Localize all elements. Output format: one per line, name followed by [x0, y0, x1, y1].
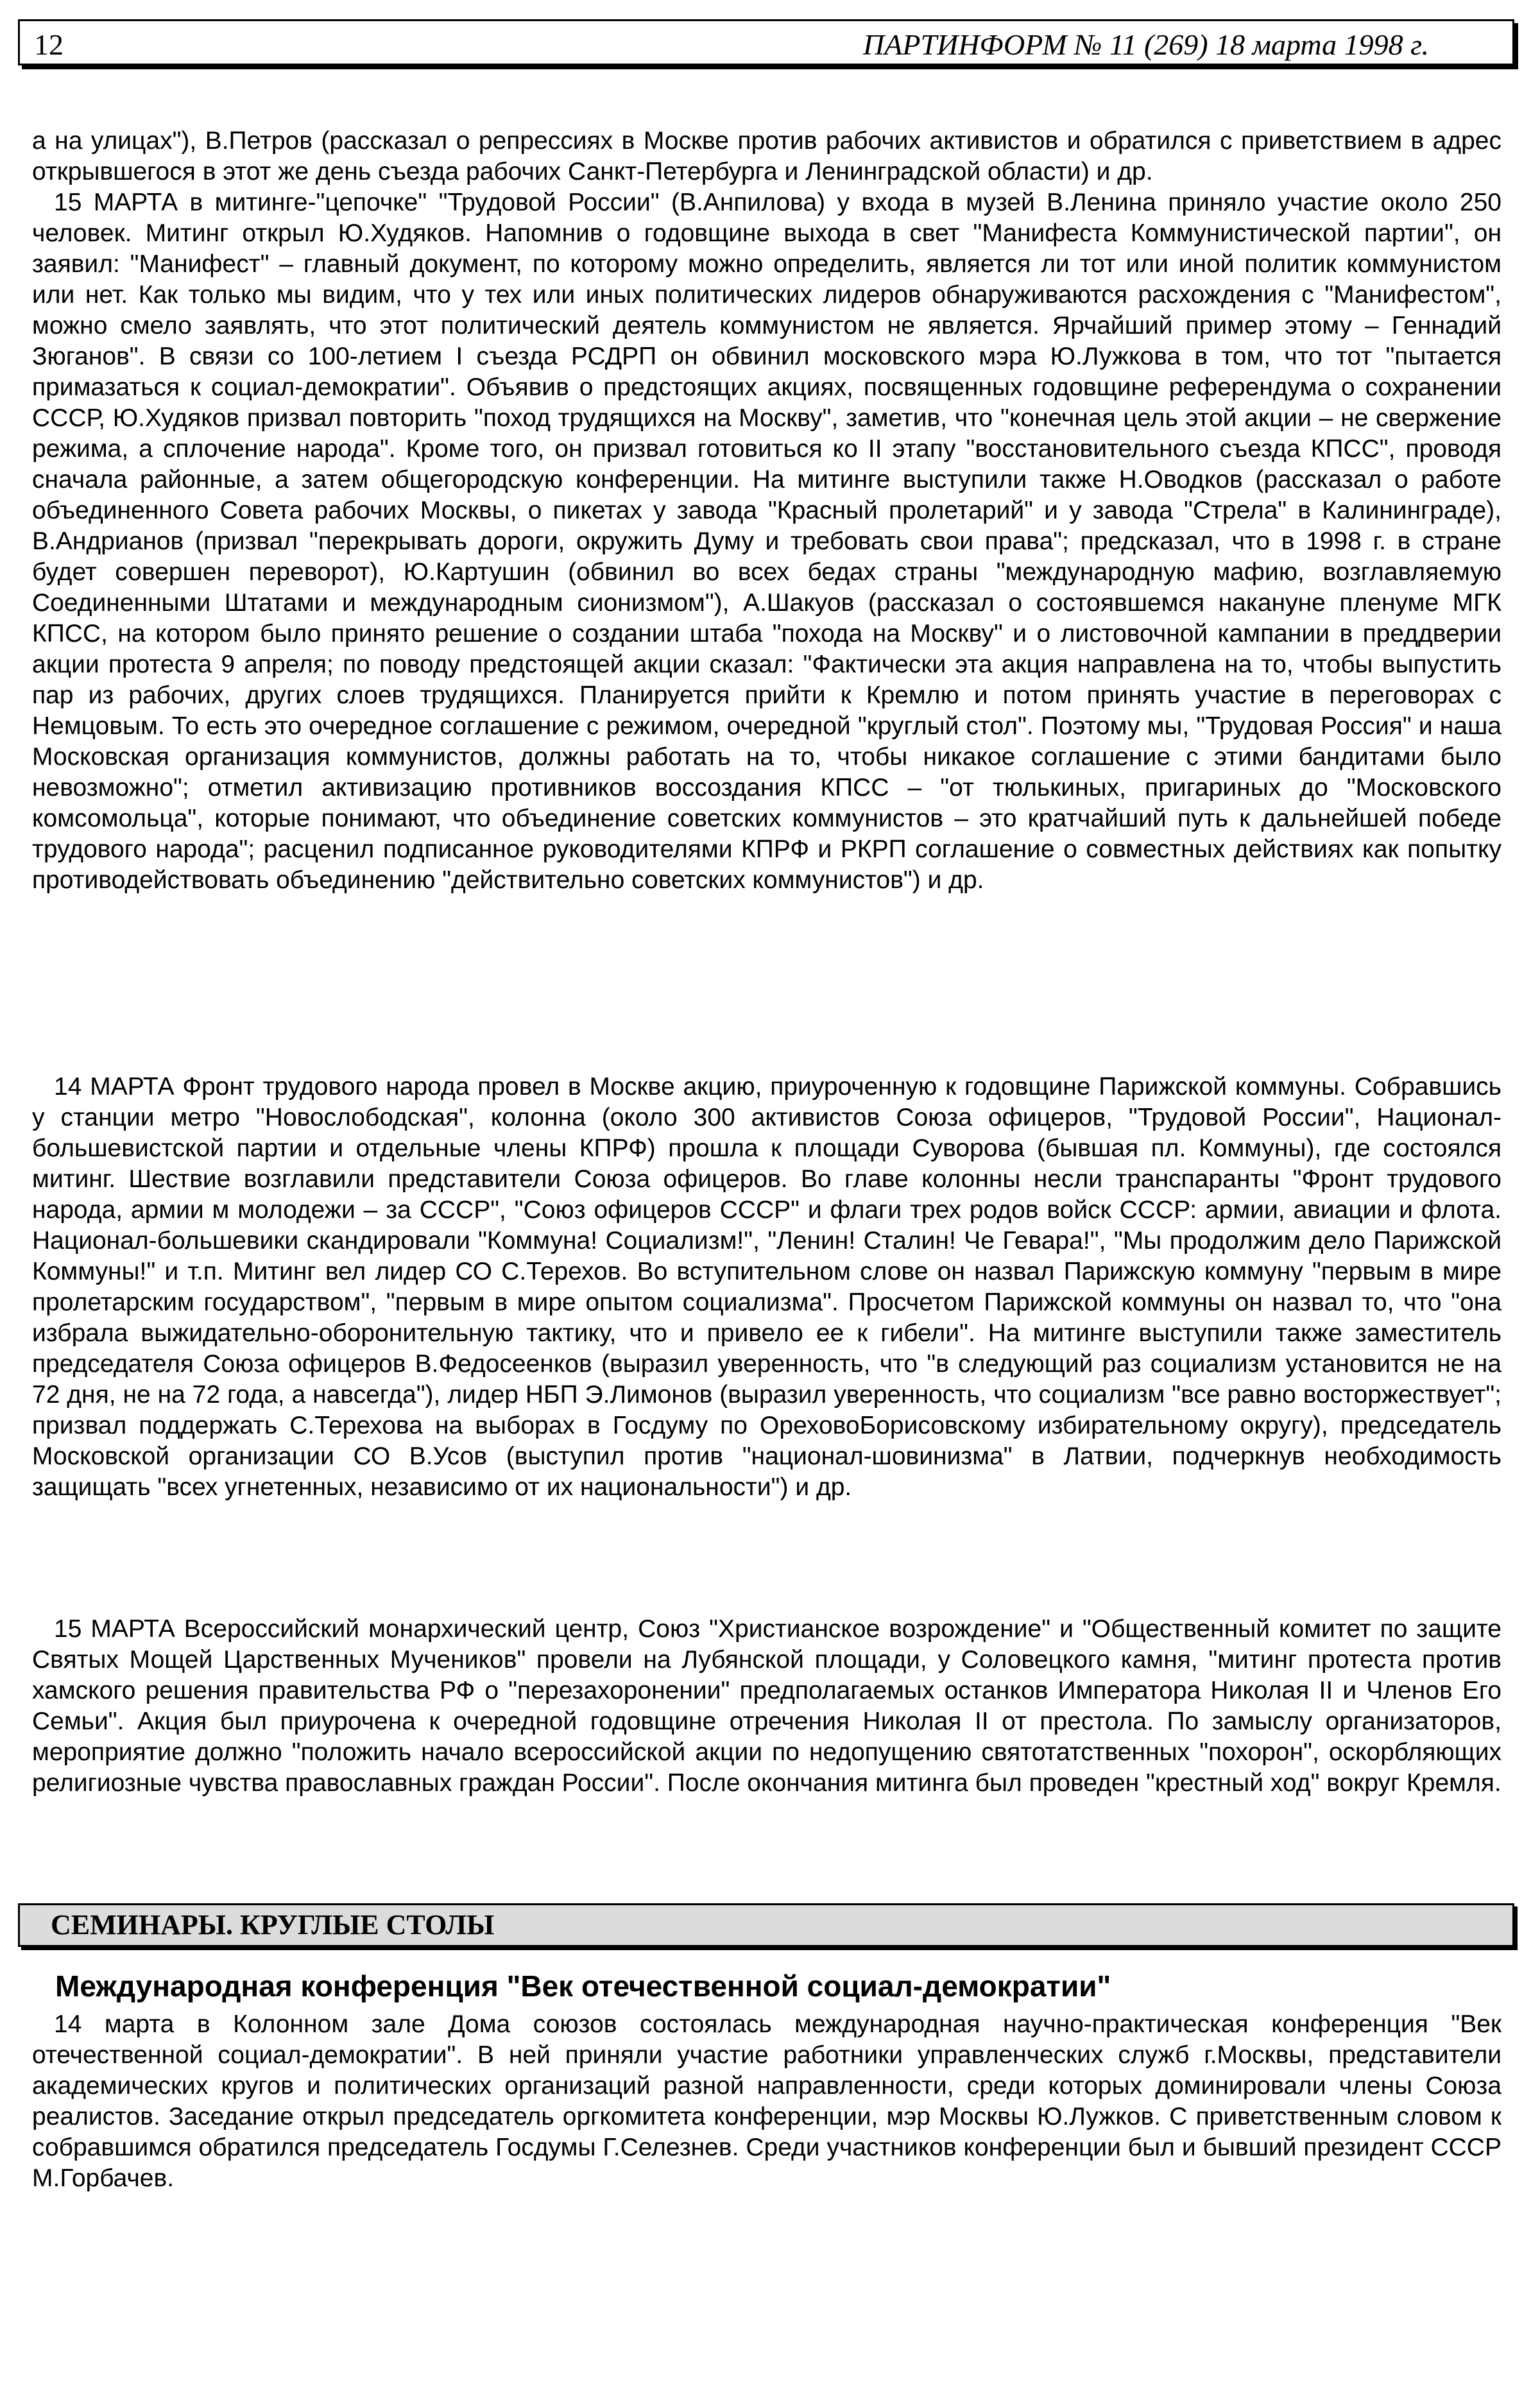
page-header [18, 19, 1514, 65]
paragraph: 15 МАРТА в митинге-"цепочке" "Трудовой России" (В.Анпилова) у входа в музей В.Ленина приняло участие около 250 человек. Митинг открыл Ю.Худяков. Напомнив о годовщине выхода в свет "Манифеста Коммунистической партии", он заявил: "Манифест" – главный документ, по которому можно определить, является ли тот или иной политик коммунистом или нет. Как только мы видим, что у тех или иных политических лидеров обнаруживаются расхождения с "Манифестом", можно смело заявлять, что этот политический деятель коммунистом не является. Ярчайший пример этому – Геннадий Зюганов". В связи со 100-летием I съезда РСДРП он обвинил московского мэра Ю.Лужкова в том, что тот "пытается примазаться к социал-демократии". Объявив о предстоящих акциях, посвященных годовщине референдума о сохранении СССР, Ю.Худяков призвал повторить "поход трудящихся на Москву", заметив, что "конечная цель этой акции – не свержение режима, а сплочение народа". Кроме того, он призвал готовиться ко II этапу "восстановительного съезда КПСС", проводя сначала районные, а затем общегородскую конференции. На митинге выступили также Н.Оводков (рассказал о работе объединенного Совета рабочих Москвы, о пикетах у завода "Красный пролетарий" и у завода "Стрела" в Калининграде), В.Андрианов (призвал "перекрывать дороги, окружить Думу и требовать свои права"; предсказал, что в 1998 г. в стране будет совершен переворот), Ю.Картушин (обвинил во всех бедах страны "международную мафию, возглавляемую Соединенными Штатами и международным сионизмом"), А.Шакуов (рассказал о состоявшемся накануне пленуме МГК КПСС, на котором было принято решение о создании штаба "похода на Москву" и о листовочной кампании в преддверии акции протеста 9 апреля; по поводу предстоящей акции сказал: "Фактически эта акция направлена на то, чтобы выпустить пар из рабочих, других слоев трудящихся. Планируется прийти к Кремлю и потом принять участие в переговорах с Немцовым. То есть это очередное соглашение с режимом, очередной "круглый стол". Поэтому мы, "Трудовая Россия" и наша Московская организация коммунистов, должны работать на то, чтобы никакое соглашение с этими бандитами было невозможно"; отметил активизацию противников воссоздания КПСС – "от тюлькиных, пригариных до "Московского комсомольца", которые понимают, что объединение советских коммунистов – это кратчайший путь к дальнейшей победе трудового народа"; расценил подписанное руководителями КПРФ и РКРП соглашение о совместных действиях как попытку противодействовать объединению "действительно советских коммунистов") и др. [32, 189, 1502, 894]
article-title: Международная конференция "Век отечественной социал-демократии" [55, 1969, 1111, 2003]
news-block-3 [32, 1614, 1502, 1799]
paragraph: 14 МАРТА Фронт трудового народа провел в Москве акцию, приуроченную к годовщине Парижской коммуны. Собравшись у станции метро "Новослободская", колонна (около 300 активистов Союза офицеров, "Трудовой России", Национал-большевистской партии и отдельные члены КПРФ) прошла к площади Суворова (бывшая пл. Коммуны), где состоялся митинг. Шествие возглавили представители Союза офицеров. Во главе колонны несли транспаранты "Фронт трудового народа, армии м молодежи – за СССР", "Союз офицеров СССР" и флаги трех родов войск СССР: армии, авиации и флота. Национал-большевики скандировали "Коммуна! Социализм!", "Ленин! Сталин! Че Гевара!", "Мы продолжим дело Парижской Коммуны!" и т.п. Митинг вел лидер СО С.Терехов. Во вступительном слове он назвал Парижскую коммуну "первым в мире пролетарским государством", "первым в мире опытом социализма". Просчетом Парижской коммуны он назвал то, что "она избрала выжидательно-оборонительную тактику, что и привело ее к гибели". На митинге выступили также заместитель председателя Союза офицеров В.Федосеенков (выразил уверенность, что "в следующий раз социализм установится не на 72 дня, не на 72 года, а навсегда"), лидер НБП Э.Лимонов (выразил уверенность, что социализм "все равно восторжествует"; призвал поддержать С.Терехова на выборах в Госдуму по ОреховоБорисовскому избирательному округу), председатель Московской организации СО В.Усов (выступил против "национал-шовинизма" в Латвии, подчеркнув необходимость защищать "всех угнетенных, независимо от их национальности") и др. [32, 1073, 1502, 1501]
paragraph: а на улицах"), В.Петров (рассказал о репрессиях в Москве против рабочих активистов и обратился с приветствием в адрес открывшегося в этот же день съезда рабочих Санкт-Петербурга и Ленинградской области) и др. [32, 127, 1502, 185]
news-block-1 [32, 126, 1502, 896]
page-number: 12 [34, 28, 64, 61]
issue-title: ПАРТИНФОРМ № 11 (269) 18 марта 1998 г. [863, 28, 1429, 61]
paragraph: 14 марта в Колонном зале Дома союзов состоялась международная научно-практическая конференция "Век отечественной социал-демократии". В ней приняли участие работники управленческих служб г.Москвы, представители академических кругов и политических организаций разной направленности, среди которых доминировали члены Союза реалистов. Заседание открыл председатель оргкомитета конференции, мэр Москвы Ю.Лужков. С приветственным словом к собравшимся обратился председатель Госдумы Г.Селезнев. Среди участников конференции был и бывший президент СССР М.Горбачев. [32, 2010, 1502, 2192]
section-heading: СЕМИНАРЫ. КРУГЛЫЕ СТОЛЫ [18, 1903, 1514, 1947]
news-block-2 [32, 1072, 1502, 1503]
paragraph: 15 МАРТА Всероссийский монархический центр, Союз "Христианское возрождение" и "Общественный комитет по защите Святых Мощей Царственных Мучеников" провели на Лубянской площади, у Соловецкого камня, "митинг протеста против хамского решения правительства РФ о "перезахоронении" предполагаемых останков Императора Николая II и Членов Его Семьи". Акция был приурочена к очередной годовщине отречения Николая II от престола. По замыслу организаторов, мероприятие должно "положить начало всероссийской акции по недопущению святотатственных "похорон", оскорбляющих религиозные чувства православных граждан России". После окончания митинга был проведен "крестный ход" вокруг Кремля. [32, 1615, 1502, 1797]
article-body [32, 2009, 1502, 2194]
